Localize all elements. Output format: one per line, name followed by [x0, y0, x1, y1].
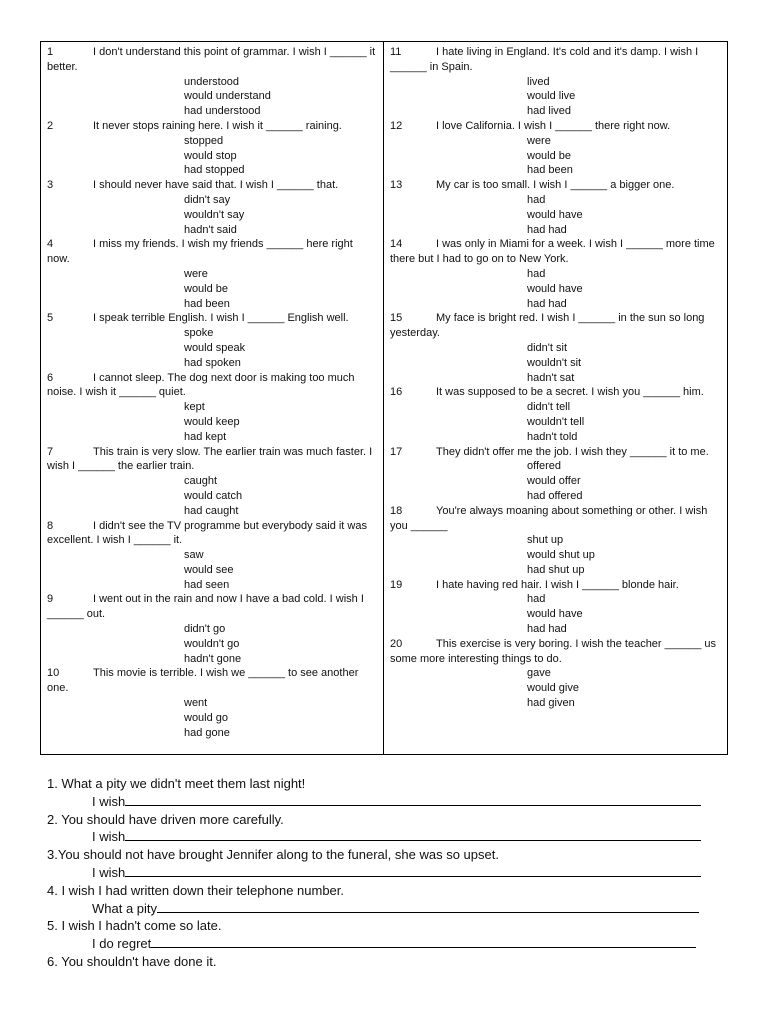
question-text: I hate living in England. It's cold and it's damp. I wish I ______ in Spain. [390, 46, 699, 73]
rewrite-prompt: 3.You should not have brought Jennifer along to the funeral, she was so upset. [47, 847, 499, 863]
answer-option[interactable]: offered [527, 460, 562, 473]
answer-option[interactable]: had had [527, 223, 567, 236]
question-item [47, 237, 377, 311]
rewrite-prompt: 2. You should have driven more carefully. [47, 811, 284, 827]
question-text: I went out in the rain and now I have a bad cold. I wish I ______ out. [47, 593, 364, 621]
answer-starter: I wish [92, 864, 126, 880]
rewrite-answer-line [47, 828, 727, 846]
question-number: 10 [47, 667, 60, 680]
question-item [390, 578, 721, 637]
question-text-line [47, 237, 377, 267]
answer-option[interactable]: hadn't told [527, 430, 578, 443]
answer-starter: I do regret [92, 936, 152, 952]
answer-option[interactable]: had had [527, 623, 567, 636]
question-text-line [390, 237, 721, 267]
question-text: They didn't offer me the job. I wish they ______ it to me. [436, 445, 709, 458]
answer-blank-field[interactable] [125, 828, 701, 841]
question-text: I should never have said that. I wish I ______ that. [93, 179, 339, 192]
question-number: 15 [390, 312, 403, 325]
answer-option[interactable]: would give [527, 682, 579, 695]
question-number: 6 [47, 371, 54, 384]
rewrite-prompt: 5. I wish I hadn't come so late. [47, 918, 222, 934]
question-text: I cannot sleep. The dog next door is making too much noise. I wish it ______ quiet. [47, 371, 355, 399]
question-text-line [47, 178, 377, 193]
answer-option[interactable]: wouldn't go [184, 637, 240, 650]
answer-option[interactable]: had been [184, 297, 230, 310]
answer-option[interactable]: had seen [184, 578, 230, 591]
answer-option[interactable]: had had [527, 297, 567, 310]
question-item [390, 311, 721, 385]
question-text-line [390, 45, 721, 75]
question-text: My car is too small. I wish I ______ a bigger one. [436, 179, 675, 192]
left-column [41, 42, 384, 754]
question-text: It never stops raining here. I wish it ______ raining. [93, 119, 342, 132]
question-number: 13 [390, 179, 403, 192]
question-text: I love California. I wish I ______ there right now. [436, 119, 671, 132]
question-item [390, 237, 721, 311]
answer-blank-field[interactable] [125, 793, 701, 806]
answer-option[interactable]: were [184, 267, 208, 280]
rewrite-prompt: 6. You shouldn't have done it. [47, 953, 217, 969]
question-number: 9 [47, 593, 54, 606]
rewrite-prompt: 4. I wish I had written down their telephone number. [47, 882, 345, 898]
answer-option[interactable]: had [527, 193, 546, 206]
question-number: 1 [47, 46, 54, 58]
answer-option[interactable]: didn't go [184, 623, 226, 636]
question-number: 18 [390, 504, 403, 517]
answer-option[interactable]: had [527, 267, 546, 280]
question-text-line [390, 385, 721, 400]
rewrite-answer-line [47, 900, 727, 918]
answer-option[interactable]: had stopped [184, 164, 245, 177]
answer-option[interactable]: would shut up [527, 549, 595, 562]
question-item [47, 371, 377, 445]
answer-option[interactable]: understood [184, 75, 240, 88]
answer-option[interactable]: shut up [527, 534, 564, 547]
answer-option[interactable]: would go [184, 711, 229, 724]
answer-blank-field[interactable] [157, 900, 699, 913]
question-text: You're always moaning about something or other. I wish you ______ [390, 504, 708, 532]
rewrite-answer-line [47, 935, 727, 953]
answer-option[interactable]: hadn't said [184, 223, 237, 236]
question-text: This movie is terrible. I wish we ______ to see another one. [47, 667, 359, 695]
question-text-line [390, 637, 721, 667]
question-item [390, 637, 721, 711]
rewrite-exercise [47, 775, 727, 971]
question-item [47, 311, 377, 370]
question-text-line [47, 311, 377, 326]
question-text: This exercise is very boring. I wish the teacher ______ us some more interesting things to do. [390, 637, 717, 665]
question-text-line [47, 119, 377, 134]
answer-option[interactable]: had caught [184, 504, 239, 517]
question-text: I don't understand this point of grammar. I wish I ______ it better. [47, 46, 376, 73]
question-text-line [47, 519, 377, 549]
answer-option[interactable]: had been [527, 164, 573, 177]
answer-option[interactable]: had gone [184, 726, 230, 739]
answer-option[interactable]: would have [527, 282, 583, 295]
question-number: 5 [47, 312, 54, 325]
rewrite-answer-line [47, 793, 727, 811]
question-number: 3 [47, 179, 54, 192]
answer-option[interactable]: didn't say [184, 193, 231, 206]
answer-option[interactable]: didn't sit [527, 341, 568, 354]
answer-option[interactable]: would catch [184, 489, 243, 502]
answer-option[interactable]: went [184, 697, 208, 710]
answer-option[interactable]: kept [184, 401, 205, 414]
question-text: I was only in Miami for a week. I wish I ______ more time there but I had to go on to New York. [390, 238, 715, 266]
answer-option[interactable]: lived [527, 75, 550, 88]
question-number: 4 [47, 238, 54, 251]
question-text-line [47, 666, 377, 696]
question-item [47, 666, 377, 740]
right-column [384, 42, 727, 754]
answer-option[interactable]: would be [184, 282, 229, 295]
question-text-line [47, 45, 377, 75]
answer-option[interactable]: stopped [184, 134, 224, 147]
question-item [47, 592, 377, 666]
answer-option[interactable]: caught [184, 475, 218, 488]
question-item [390, 504, 721, 578]
answer-option[interactable]: would have [527, 608, 583, 621]
answer-option[interactable]: would speak [184, 341, 246, 354]
question-item [390, 45, 721, 119]
question-text-line [47, 445, 377, 475]
answer-option[interactable]: had lived [527, 105, 572, 118]
answer-option[interactable]: had kept [184, 430, 227, 443]
answer-option[interactable]: wouldn't sit [527, 356, 582, 369]
answer-option[interactable]: would stop [184, 149, 237, 162]
answer-option[interactable]: had given [527, 697, 575, 710]
answer-option[interactable]: spoke [184, 327, 214, 340]
question-item [390, 385, 721, 444]
answer-option[interactable]: had offered [527, 489, 583, 502]
answer-option[interactable]: gave [527, 667, 551, 680]
question-text-line [47, 371, 377, 401]
question-text-line [390, 311, 721, 341]
rewrite-answer-line [47, 864, 727, 882]
answer-option[interactable]: would be [527, 149, 572, 162]
question-text: This train is very slow. The earlier train was much faster. I wish I ______ the earlier train. [47, 445, 373, 473]
answer-option[interactable]: wouldn't say [184, 208, 245, 221]
answer-blank-field[interactable] [125, 864, 701, 877]
answer-option[interactable]: had spoken [184, 356, 241, 369]
question-number: 8 [47, 519, 54, 532]
question-number: 2 [47, 119, 54, 132]
answer-option[interactable]: saw [184, 549, 204, 562]
question-text: I hate having red hair. I wish I ______ blonde hair. [436, 578, 679, 591]
question-item [47, 519, 377, 593]
answer-blank-field[interactable] [151, 935, 696, 948]
question-number: 12 [390, 119, 403, 132]
rewrite-prompt: 1. What a pity we didn't meet them last night! [47, 776, 306, 791]
question-text-line [47, 592, 377, 622]
question-item [390, 445, 721, 504]
question-number: 11 [390, 46, 402, 58]
question-number: 16 [390, 386, 403, 399]
question-text: My face is bright red. I wish I ______ in the sun so long yesterday. [390, 312, 705, 340]
answer-option[interactable]: would keep [184, 415, 240, 428]
answer-option[interactable]: would understand [184, 90, 271, 103]
answer-option[interactable]: hadn't gone [184, 652, 242, 665]
answer-starter: What a pity [92, 900, 158, 916]
question-text-line [390, 445, 721, 460]
answer-option[interactable]: would live [527, 90, 576, 103]
answer-option[interactable]: hadn't sat [527, 371, 575, 384]
answer-option[interactable]: had understood [184, 105, 261, 118]
answer-option[interactable]: wouldn't tell [527, 415, 585, 428]
question-number: 20 [390, 637, 403, 650]
answer-option[interactable]: had [527, 593, 546, 606]
answer-starter: I wish [92, 793, 126, 809]
question-item [47, 178, 377, 237]
question-number: 17 [390, 445, 403, 458]
question-text: I speak terrible English. I wish I ______ English well. [93, 312, 349, 325]
question-item [47, 445, 377, 519]
answer-option[interactable]: would offer [527, 475, 581, 488]
question-text-line [390, 178, 721, 193]
questions-table [40, 41, 728, 755]
answer-option[interactable]: had shut up [527, 563, 585, 576]
question-text: I miss my friends. I wish my friends ______ here right now. [47, 238, 353, 266]
question-number: 7 [47, 445, 54, 458]
question-number: 19 [390, 578, 403, 591]
answer-option[interactable]: didn't tell [527, 401, 571, 414]
answer-starter: I wish [92, 829, 126, 845]
answer-option[interactable]: were [527, 134, 551, 147]
question-number: 14 [390, 238, 403, 251]
question-item [390, 178, 721, 237]
question-item [47, 119, 377, 178]
question-item [47, 45, 377, 119]
question-text-line [390, 119, 721, 134]
answer-option[interactable]: would see [184, 563, 234, 576]
question-text-line [390, 504, 721, 534]
question-text: I didn't see the TV programme but everybody said it was excellent. I wish I ______ it. [47, 519, 367, 547]
question-text: It was supposed to be a secret. I wish you ______ him. [436, 386, 704, 399]
question-text-line [390, 578, 721, 593]
answer-option[interactable]: would have [527, 208, 583, 221]
question-item [390, 119, 721, 178]
